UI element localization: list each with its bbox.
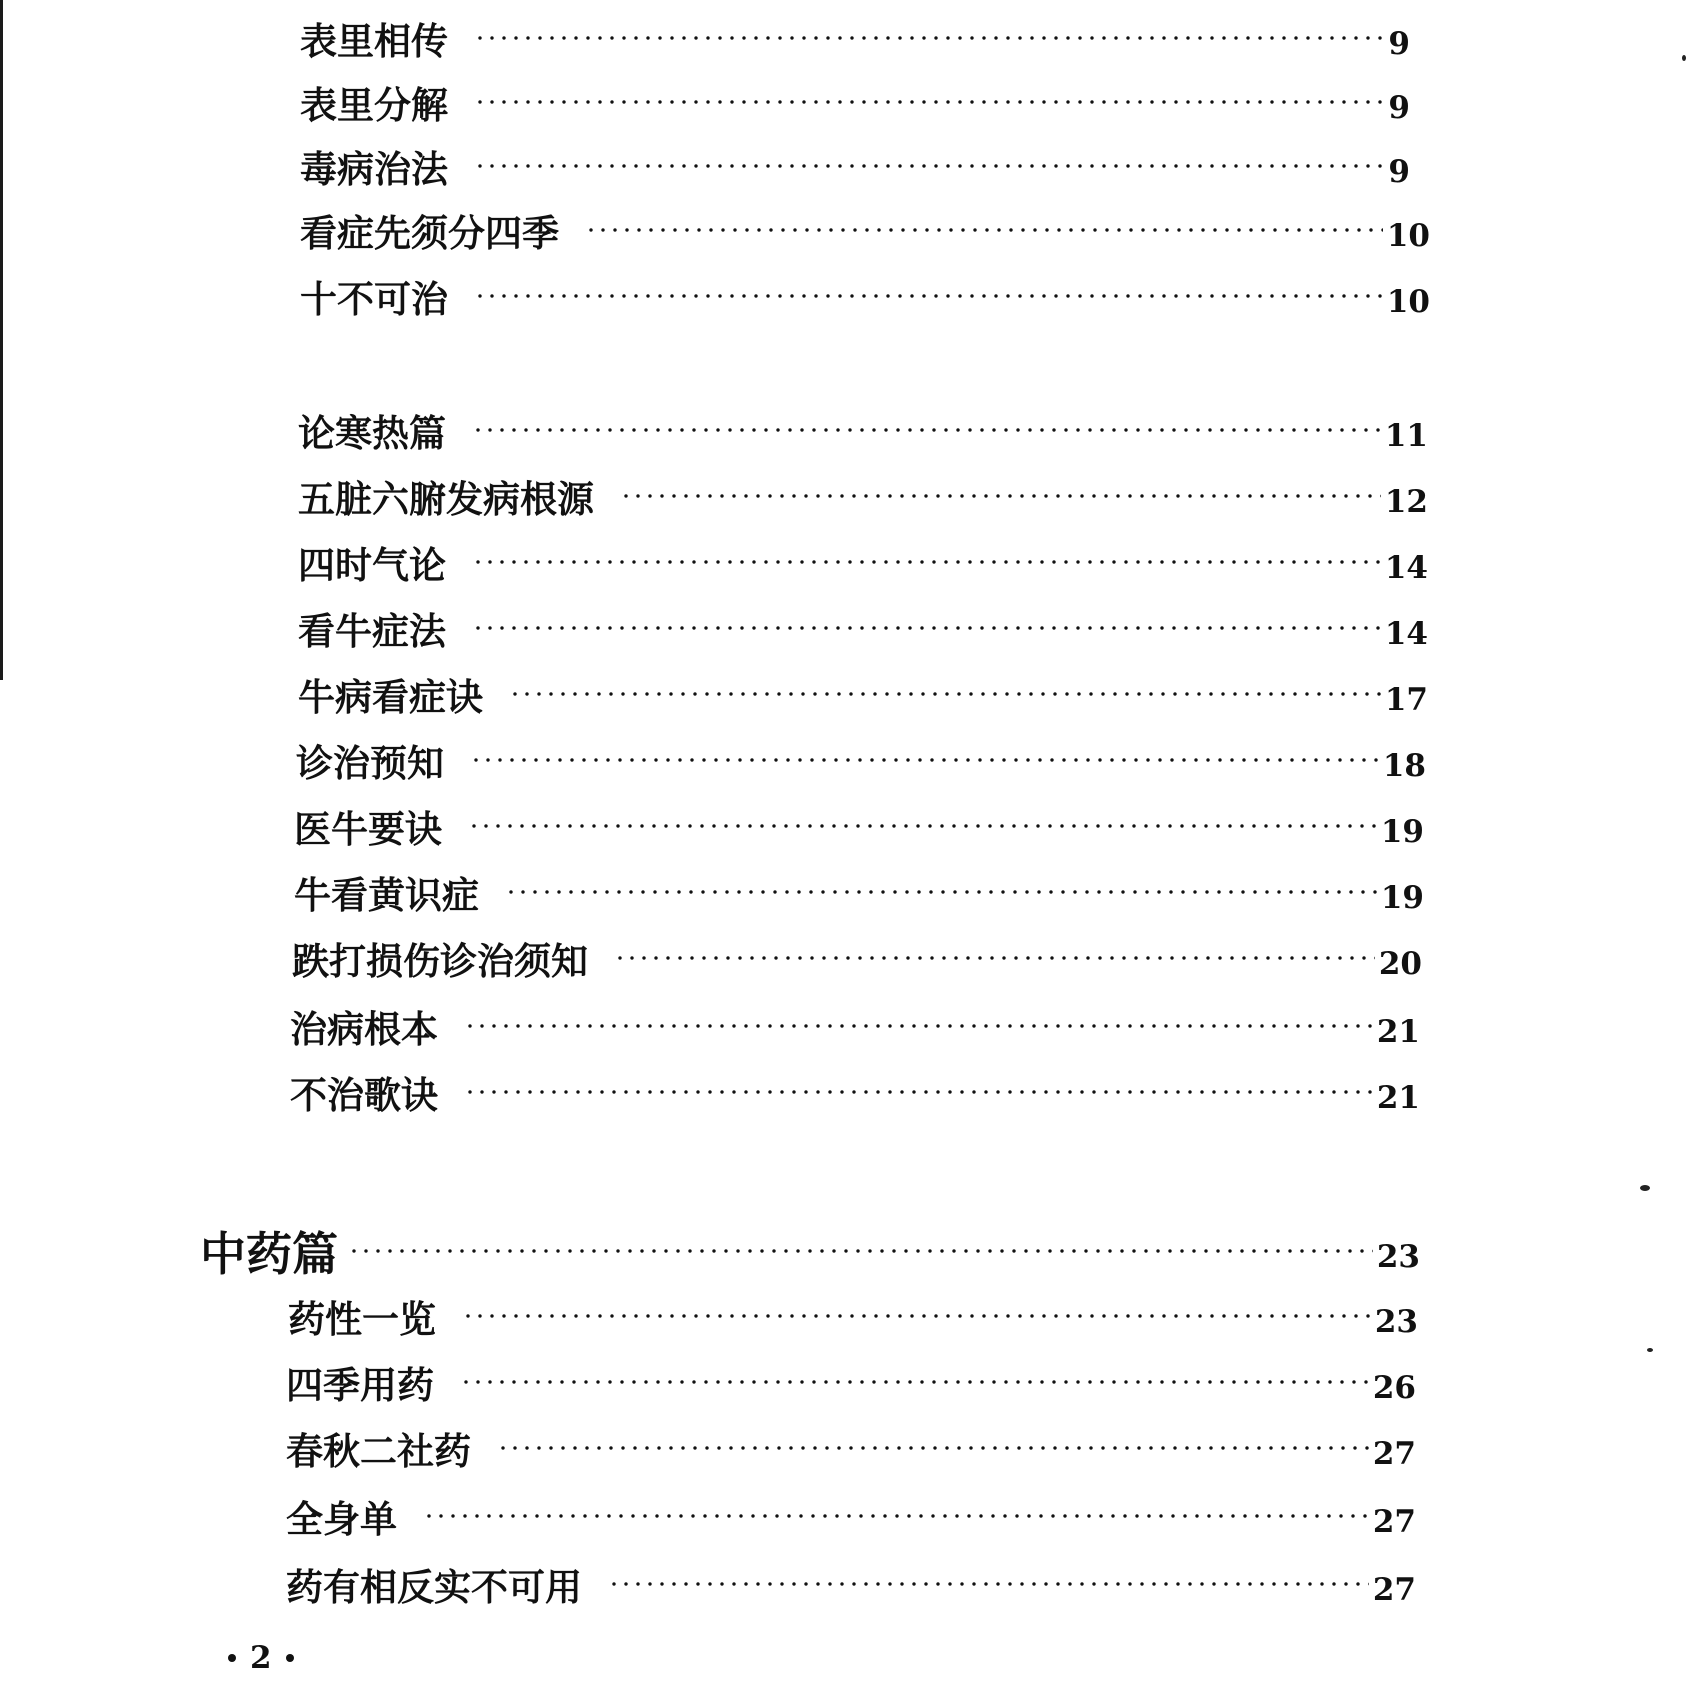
toc-entry-page: 10 bbox=[1386, 218, 1430, 254]
toc-entry-page: 27 bbox=[1372, 1504, 1416, 1540]
toc-entry[interactable] bbox=[298, 666, 1428, 722]
toc-entry[interactable] bbox=[298, 534, 1428, 590]
toc-entry[interactable] bbox=[286, 1354, 1416, 1410]
toc-entry-title: 药性一览 bbox=[288, 1297, 436, 1341]
toc-entry-title: 医牛要诀 bbox=[294, 807, 442, 851]
toc-entry-title: 春秋二社药 bbox=[286, 1429, 471, 1473]
dot-leader bbox=[462, 1314, 1371, 1318]
toc-entry-page: 20 bbox=[1378, 946, 1422, 982]
toc-entry-title: 治病根本 bbox=[290, 1007, 438, 1051]
toc-entry-title: 跌打损伤诊治须知 bbox=[292, 939, 588, 983]
toc-entry-title: 五脏六腑发病根源 bbox=[298, 477, 594, 521]
toc-entry[interactable] bbox=[296, 732, 1426, 788]
toc-entry[interactable] bbox=[288, 1288, 1418, 1344]
toc-entry[interactable] bbox=[300, 138, 1410, 194]
toc-entry-page: 18 bbox=[1382, 748, 1426, 784]
toc-entry-title: 药有相反实不可用 bbox=[286, 1565, 582, 1609]
toc-entry[interactable] bbox=[286, 1488, 1416, 1544]
toc-entry[interactable] bbox=[290, 998, 1420, 1054]
toc-entry-page: 14 bbox=[1384, 550, 1428, 586]
toc-entry-title: 牛看黄识症 bbox=[294, 873, 479, 917]
dot-leader bbox=[470, 758, 1379, 762]
dot-leader bbox=[460, 1380, 1369, 1384]
toc-entry[interactable] bbox=[292, 930, 1422, 986]
toc-entry-page: 9 bbox=[1388, 26, 1410, 62]
toc-section[interactable] bbox=[200, 1220, 1420, 1282]
dot-leader bbox=[474, 294, 1383, 298]
dot-leader bbox=[620, 494, 1381, 498]
toc-entry[interactable] bbox=[294, 798, 1424, 854]
toc-section-title: 中药篇 bbox=[200, 1227, 338, 1281]
toc-entry-title: 毒病治法 bbox=[300, 147, 448, 191]
toc-entry-page: 27 bbox=[1372, 1436, 1416, 1472]
toc-entry-page: 9 bbox=[1388, 90, 1410, 126]
dot-leader bbox=[423, 1514, 1369, 1518]
dot-leader bbox=[497, 1446, 1369, 1450]
dot-leader bbox=[474, 164, 1384, 168]
bullet-icon bbox=[228, 1654, 236, 1662]
dot-leader bbox=[505, 890, 1377, 894]
toc-entry-title: 看牛症法 bbox=[298, 609, 446, 653]
toc-entry-title: 四时气论 bbox=[298, 543, 446, 587]
dot-leader bbox=[608, 1582, 1369, 1586]
dot-leader bbox=[472, 560, 1381, 564]
toc-entry-page: 21 bbox=[1376, 1080, 1420, 1116]
toc-entry-page: 26 bbox=[1372, 1370, 1416, 1406]
toc-entry-title: 牛病看症诀 bbox=[298, 675, 483, 719]
toc-entry[interactable] bbox=[286, 1420, 1416, 1476]
toc-entry-title: 表里分解 bbox=[300, 83, 448, 127]
dot-leader bbox=[464, 1024, 1373, 1028]
toc-entry-page: 9 bbox=[1388, 154, 1410, 190]
toc-entry-title: 论寒热篇 bbox=[298, 411, 446, 455]
toc-entry[interactable] bbox=[290, 1064, 1420, 1120]
bullet-icon bbox=[286, 1654, 294, 1662]
toc-entry[interactable] bbox=[286, 1556, 1416, 1612]
toc-entry[interactable] bbox=[300, 202, 1430, 258]
toc-entry-page: 11 bbox=[1384, 418, 1428, 454]
toc-entry-page: 10 bbox=[1386, 284, 1430, 320]
toc-entry-page: 19 bbox=[1380, 814, 1424, 850]
toc-entry-page: 12 bbox=[1384, 484, 1428, 520]
toc-entry-page: 23 bbox=[1374, 1304, 1418, 1340]
toc-entry-page: 14 bbox=[1384, 616, 1428, 652]
dot-leader bbox=[348, 1249, 1373, 1253]
margin-line bbox=[0, 0, 3, 680]
toc-entry[interactable] bbox=[300, 268, 1430, 324]
toc-entry[interactable] bbox=[298, 402, 1428, 458]
toc-entry[interactable] bbox=[298, 468, 1428, 524]
scan-speck bbox=[1640, 1185, 1650, 1191]
toc-entry[interactable] bbox=[294, 864, 1424, 920]
toc-entry-title: 诊治预知 bbox=[296, 741, 444, 785]
dot-leader bbox=[472, 626, 1381, 630]
dot-leader bbox=[509, 692, 1381, 696]
dot-leader bbox=[464, 1090, 1373, 1094]
toc-entry-title: 不治歌诀 bbox=[290, 1073, 438, 1117]
toc-entry[interactable] bbox=[300, 10, 1410, 66]
dot-leader bbox=[474, 36, 1384, 40]
toc-entry-page: 27 bbox=[1372, 1572, 1416, 1608]
dot-leader bbox=[474, 100, 1384, 104]
dot-leader bbox=[614, 956, 1375, 960]
toc-entry-page: 17 bbox=[1384, 682, 1428, 718]
toc-entry-title: 看症先须分四季 bbox=[300, 211, 559, 255]
dot-leader bbox=[468, 824, 1377, 828]
dot-leader bbox=[585, 228, 1383, 232]
page-number-value: 2 bbox=[250, 1640, 272, 1676]
scan-speck bbox=[1647, 1348, 1653, 1352]
scan-speck bbox=[1682, 55, 1686, 61]
toc-entry-title: 表里相传 bbox=[300, 19, 448, 63]
toc-entry[interactable] bbox=[298, 600, 1428, 656]
toc-entry-title: 四季用药 bbox=[286, 1363, 434, 1407]
toc-entry-page: 21 bbox=[1376, 1014, 1420, 1050]
toc-entry-title: 十不可治 bbox=[300, 277, 448, 321]
toc-entry-title: 全身单 bbox=[286, 1497, 397, 1541]
toc-entry[interactable] bbox=[300, 74, 1410, 130]
page-number bbox=[228, 1640, 294, 1676]
toc-entry-page: 19 bbox=[1380, 880, 1424, 916]
dot-leader bbox=[472, 428, 1381, 432]
toc-section-page: 23 bbox=[1376, 1239, 1420, 1275]
